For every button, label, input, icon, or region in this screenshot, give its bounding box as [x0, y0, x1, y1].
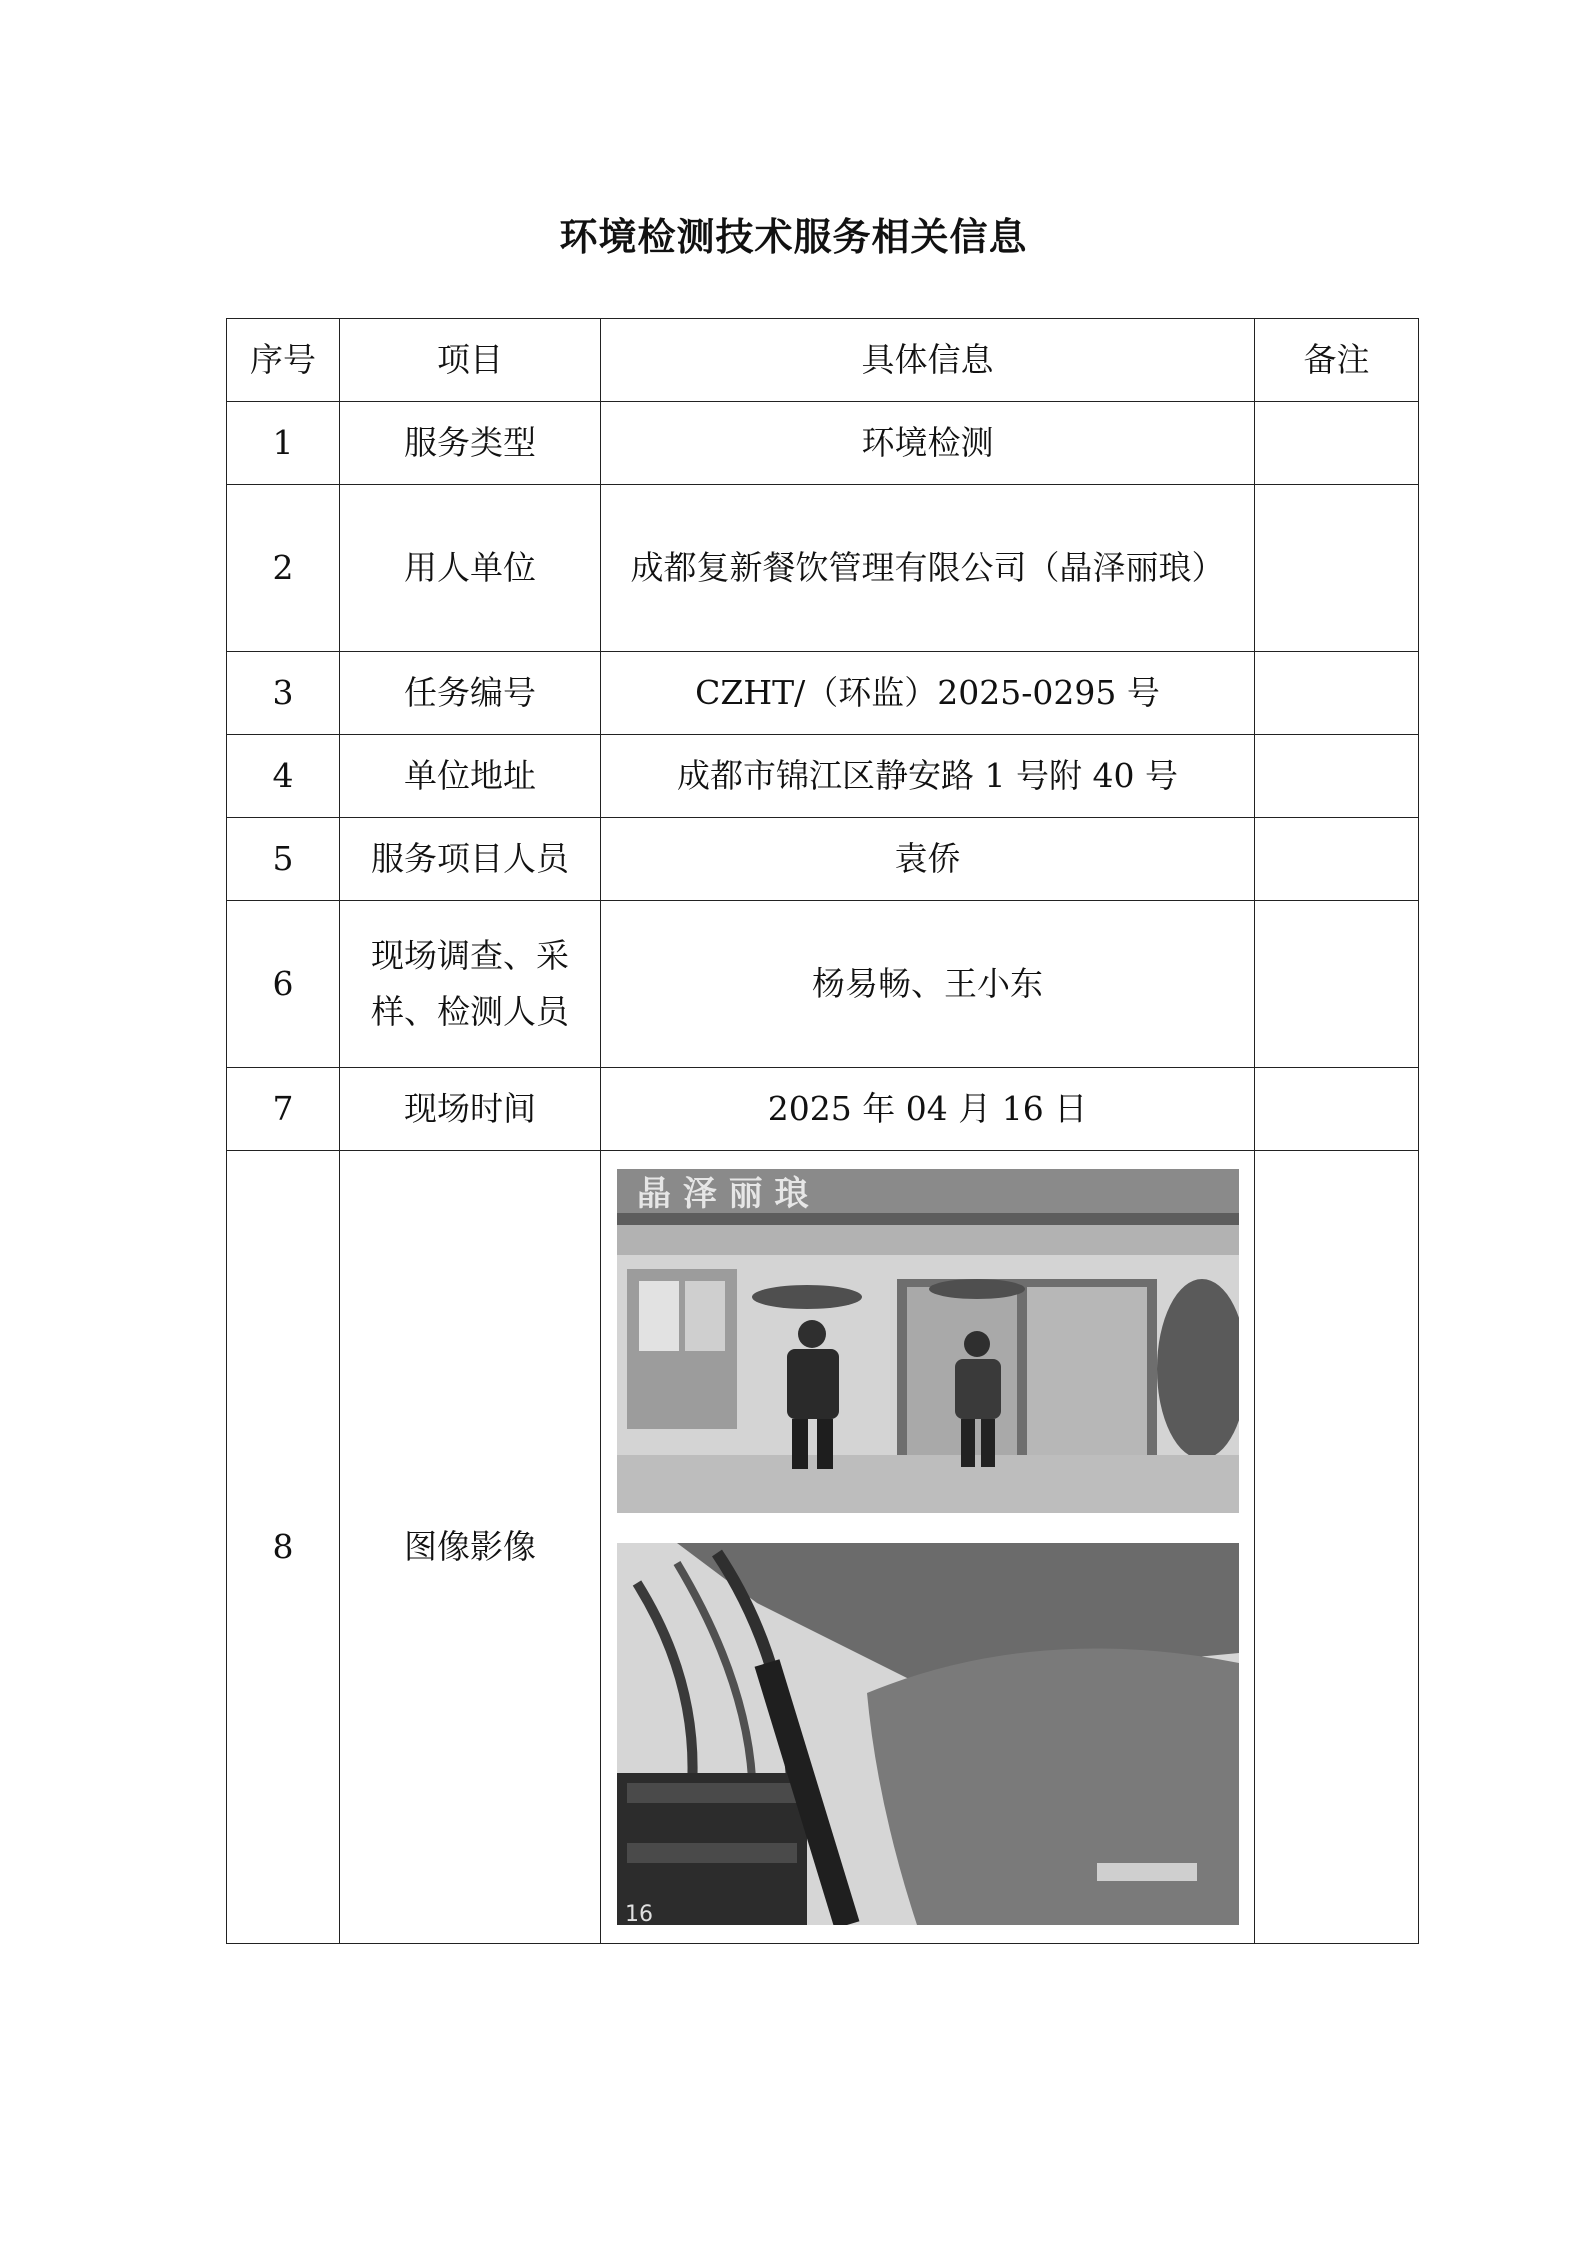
row-detail: 成都复新餐饮管理有限公司（晶泽丽琅）: [601, 485, 1255, 652]
row-item: 服务类型: [340, 402, 601, 485]
row-no: 3: [227, 652, 340, 735]
row-remark: [1255, 485, 1419, 652]
row-no: 1: [227, 402, 340, 485]
svg-text:16: 16: [624, 1902, 653, 1925]
equipment-photo: [617, 1543, 1239, 1925]
table-row: [227, 402, 1419, 485]
info-table: [226, 318, 1419, 1944]
row-remark: [1255, 652, 1419, 735]
table-row: [227, 818, 1419, 901]
row-detail: CZHT/（环监）2025-0295 号: [601, 652, 1255, 735]
header-item: 项目: [340, 319, 601, 402]
header-detail: 具体信息: [601, 319, 1255, 402]
table-row: [227, 1068, 1419, 1151]
row-no: 6: [227, 901, 340, 1068]
row-no: 8: [227, 1151, 340, 1944]
row-no: 7: [227, 1068, 340, 1151]
row-remark: [1255, 901, 1419, 1068]
row-detail: 环境检测: [601, 402, 1255, 485]
row-item: 用人单位: [340, 485, 601, 652]
row-item: 现场时间: [340, 1068, 601, 1151]
row-item: 服务项目人员: [340, 818, 601, 901]
photo-cell: [601, 1151, 1255, 1944]
storefront-photo: [617, 1169, 1239, 1513]
row-detail: 2025 年 04 月 16 日: [601, 1068, 1255, 1151]
row-item: 单位地址: [340, 735, 601, 818]
header-remark: 备注: [1255, 319, 1419, 402]
header-no: 序号: [227, 319, 340, 402]
row-remark: [1255, 818, 1419, 901]
row-no: 4: [227, 735, 340, 818]
row-remark: [1255, 735, 1419, 818]
table-header-row: [227, 319, 1419, 402]
row-remark: [1255, 1068, 1419, 1151]
table-row: [227, 735, 1419, 818]
row-detail: 杨易畅、王小东: [601, 901, 1255, 1068]
row-item: 图像影像: [340, 1151, 601, 1944]
table-row: [227, 1151, 1419, 1944]
row-item: 现场调查、采样、检测人员: [340, 901, 601, 1068]
row-no: 5: [227, 818, 340, 901]
row-item: 任务编号: [340, 652, 601, 735]
row-no: 2: [227, 485, 340, 652]
table-row: [227, 901, 1419, 1068]
svg-text:晶 泽 丽 琅: 晶 泽 丽 琅: [636, 1174, 809, 1214]
document-title: 环境检测技术服务相关信息: [559, 214, 1028, 259]
row-detail: 成都市锦江区静安路 1 号附 40 号: [601, 735, 1255, 818]
row-remark: [1255, 1151, 1419, 1944]
row-detail: 袁侨: [601, 818, 1255, 901]
table-row: [227, 652, 1419, 735]
row-remark: [1255, 402, 1419, 485]
table-row: [227, 485, 1419, 652]
